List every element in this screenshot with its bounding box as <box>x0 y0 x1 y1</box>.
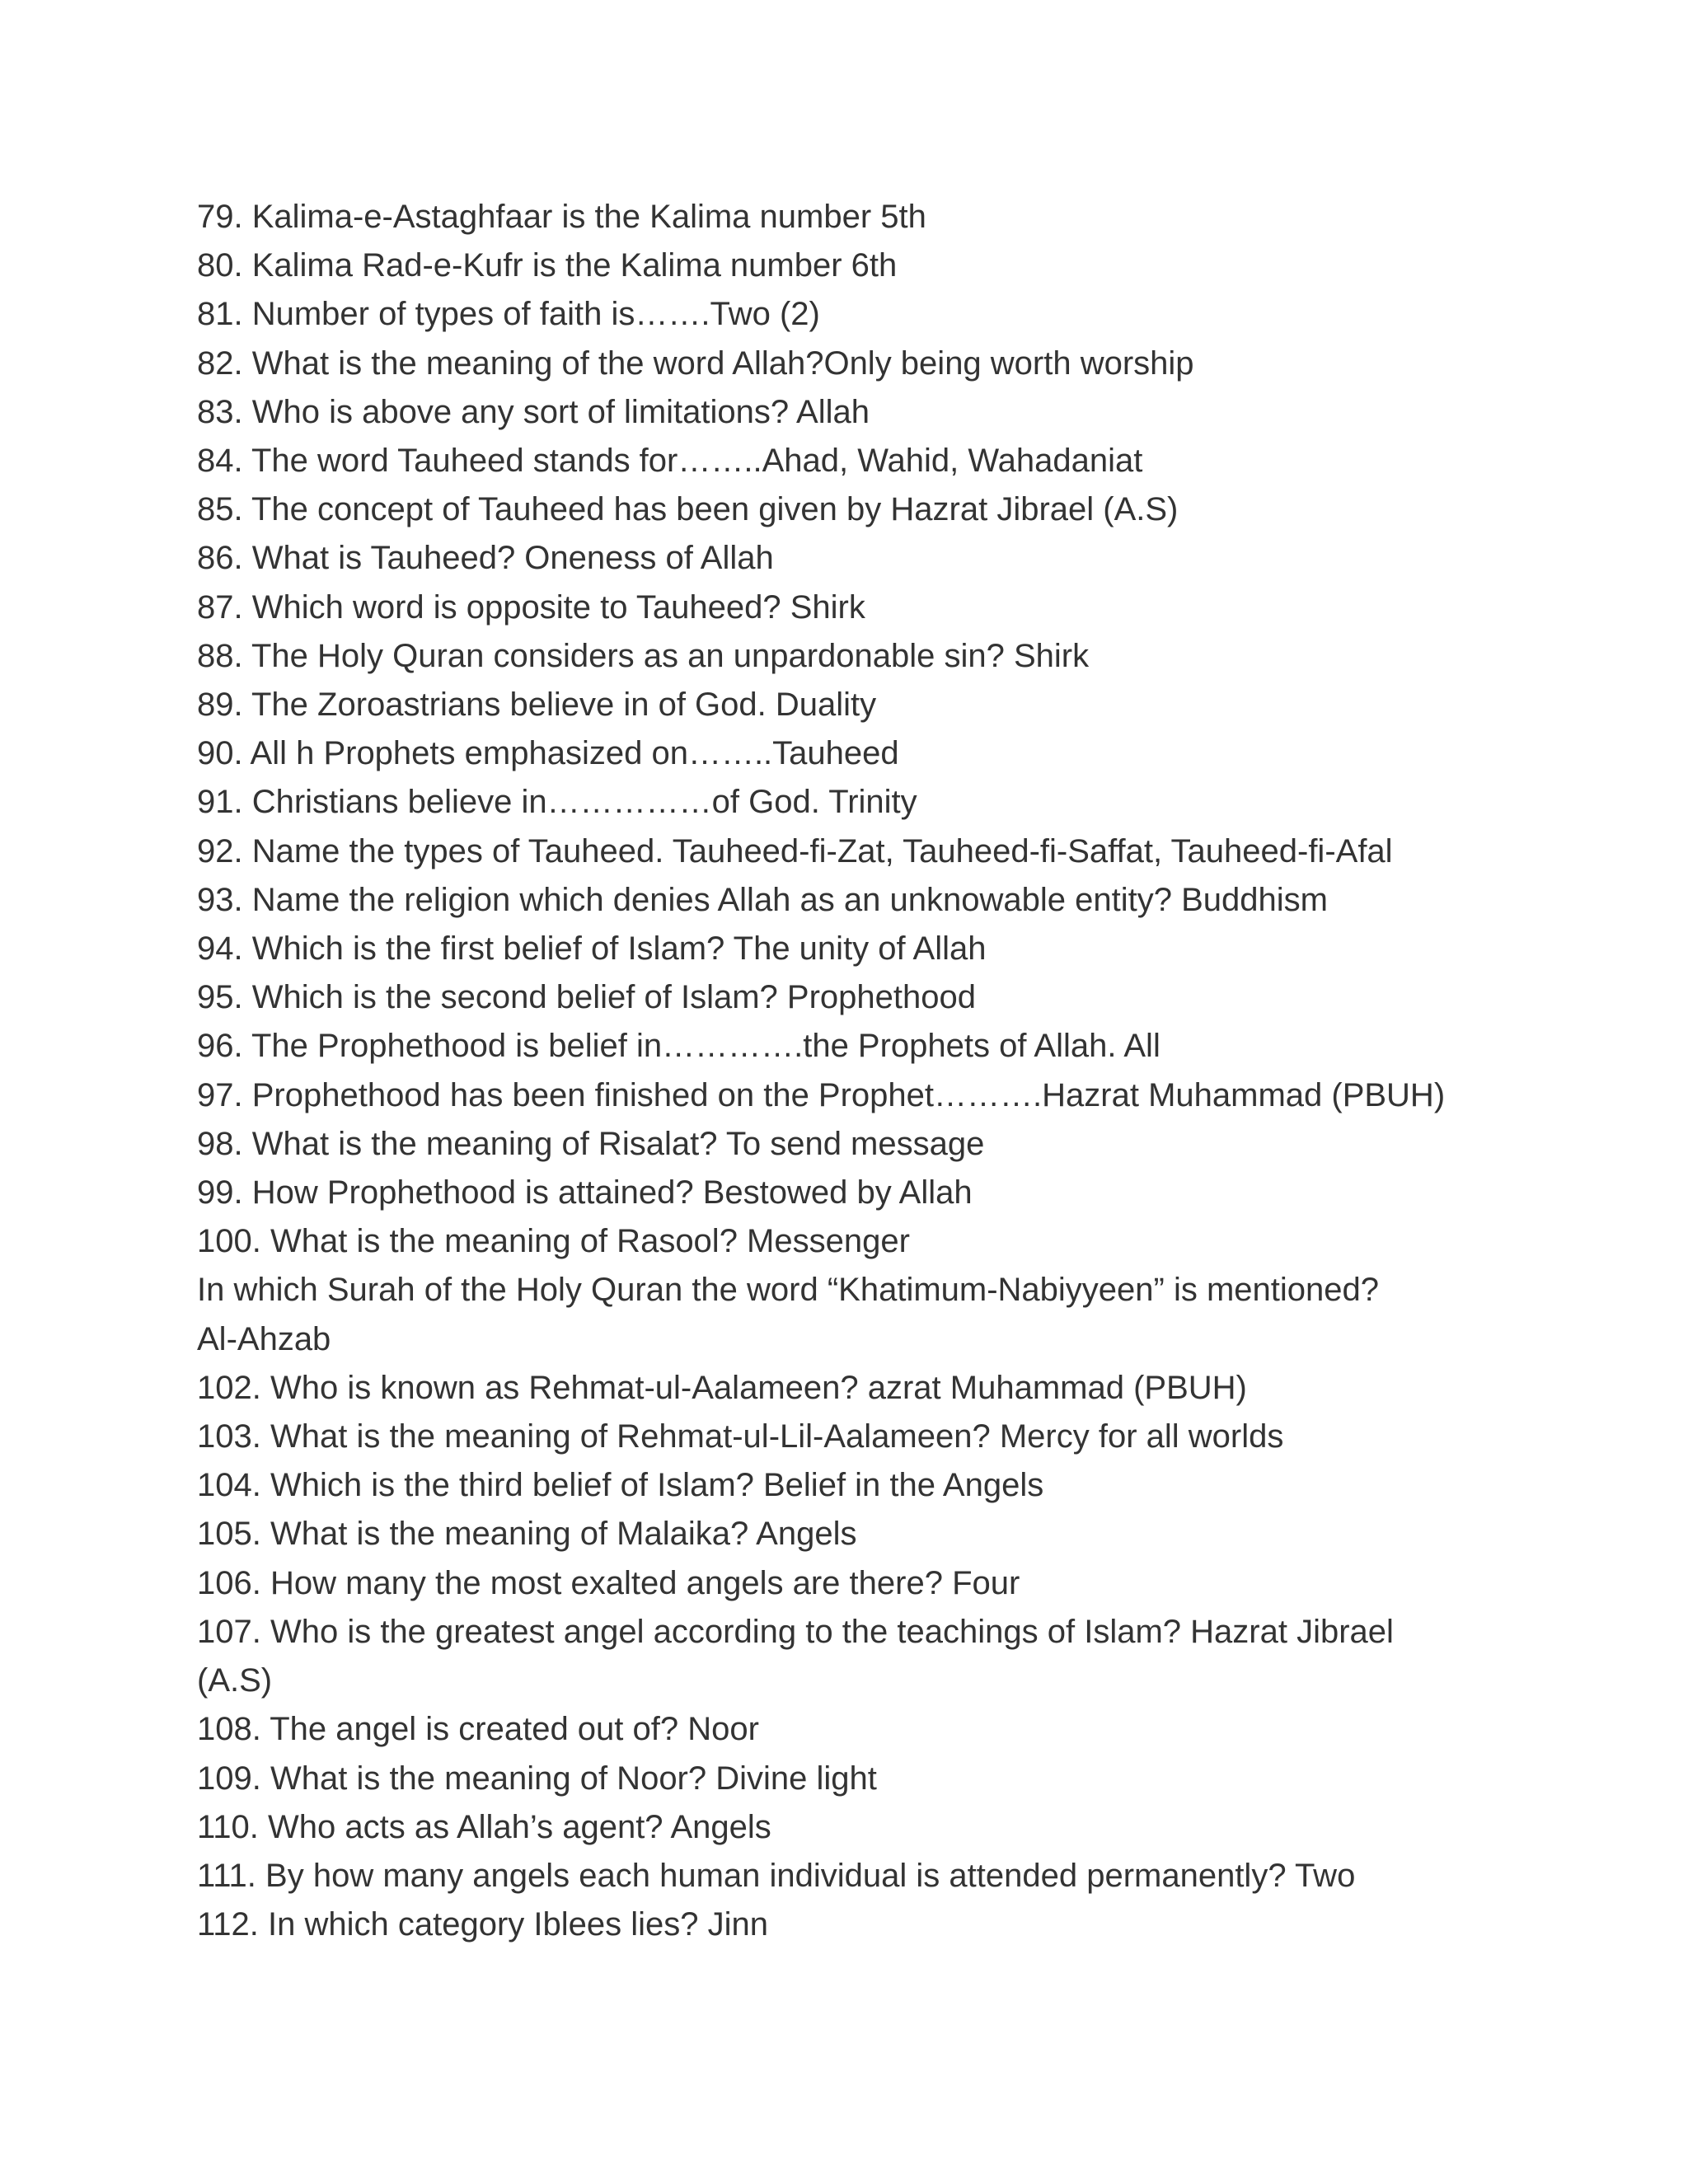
text-line: In which Surah of the Holy Quran the word “Khatimum-Nabiyyeen” is mentioned? <box>197 1272 1380 1309</box>
text-line: 89. The Zoroastrians believe in of God. Duality <box>197 687 877 724</box>
text-line: 96. The Prophethood is belief in………….the Prophets of Allah. All <box>197 1028 1160 1065</box>
text-line: 85. The concept of Tauheed has been given by Hazrat Jibrael (A.S) <box>197 491 1179 528</box>
text-line: 108. The angel is created out of? Noor <box>197 1711 759 1748</box>
text-line: 91. Christians believe in……………of God. Trinity <box>197 784 917 821</box>
text-line: 83. Who is above any sort of limitations? Allah <box>197 393 870 430</box>
text-line: 87. Which word is opposite to Tauheed? Shirk <box>197 588 865 626</box>
text-line: 95. Which is the second belief of Islam? Prophethood <box>197 979 976 1016</box>
text-line: 90. All h Prophets emphasized on……..Tauheed <box>197 735 899 772</box>
text-line: 84. The word Tauheed stands for……..Ahad, Wahid, Wahadaniat <box>197 443 1143 480</box>
text-line: 97. Prophethood has been finished on the Prophet……….Hazrat Muhammad (PBUH) <box>197 1076 1446 1113</box>
text-line: 100. What is the meaning of Rasool? Messenger <box>197 1223 910 1260</box>
document-body <box>197 193 1483 1949</box>
text-line: 112. In which category Iblees lies? Jinn <box>197 1906 768 1943</box>
text-line: Al-Ahzab <box>197 1320 331 1357</box>
text-line: 106. How many the most exalted angels are there? Four <box>197 1564 1020 1601</box>
text-line: 99. How Prophethood is attained? Bestowed by Allah <box>197 1174 973 1212</box>
text-line: 111. By how many angels each human individual is attended permanently? Two <box>197 1857 1356 1894</box>
text-line: 109. What is the meaning of Noor? Divine light <box>197 1760 877 1797</box>
text-line: 94. Which is the first belief of Islam? The unity of Allah <box>197 930 987 968</box>
text-line: 102. Who is known as Rehmat-ul-Aalameen? azrat Muhammad (PBUH) <box>197 1369 1247 1406</box>
text-line: 80. Kalima Rad-e-Kufr is the Kalima number 6th <box>197 247 898 284</box>
text-line: 86. What is Tauheed? Oneness of Allah <box>197 540 774 577</box>
text-line: 110. Who acts as Allah’s agent? Angels <box>197 1808 771 1845</box>
text-line: 88. The Holy Quran considers as an unpardonable sin? Shirk <box>197 637 1090 674</box>
text-line: 79. Kalima-e-Astaghfaar is the Kalima number 5th <box>197 199 926 235</box>
text-line: 93. Name the religion which denies Allah as an unknowable entity? Buddhism <box>197 881 1328 918</box>
text-line: (A.S) <box>197 1662 273 1699</box>
text-line: 107. Who is the greatest angel according to the teachings of Islam? Hazrat Jibrael <box>197 1613 1394 1650</box>
text-line: 92. Name the types of Tauheed. Tauheed-fi-Zat, Tauheed-fi-Saffat, Tauheed-fi-Afal <box>197 832 1393 869</box>
text-line: 98. What is the meaning of Risalat? To send message <box>197 1125 985 1162</box>
text-line: 104. Which is the third belief of Islam? Belief in the Angels <box>197 1467 1044 1504</box>
text-line: 81. Number of types of faith is…….Two (2) <box>197 296 820 333</box>
text-line: 103. What is the meaning of Rehmat-ul-Lil-Aalameen? Mercy for all worlds <box>197 1418 1284 1455</box>
text-line: 82. What is the meaning of the word Allah?Only being worth worship <box>197 344 1194 382</box>
text-line: 105. What is the meaning of Malaika? Angels <box>197 1516 857 1553</box>
